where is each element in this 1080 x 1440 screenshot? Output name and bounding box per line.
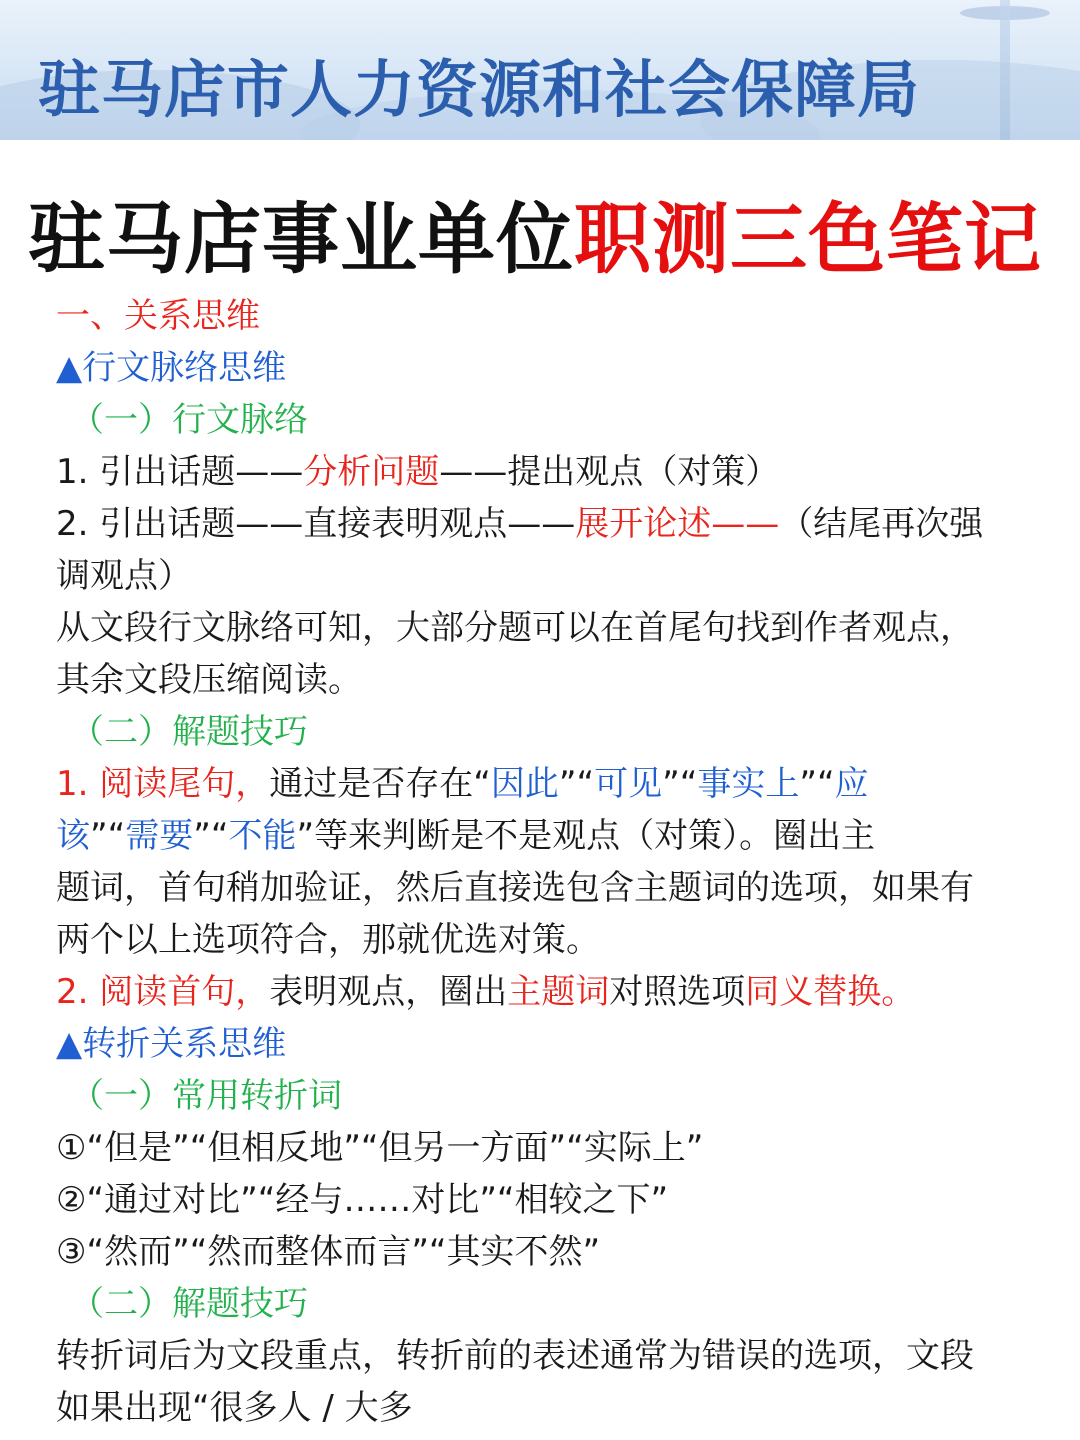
list-item: ③“然而”“然而整体而言”“其实不然” [56, 1232, 601, 1272]
page-title-red: 职测三色笔记 [574, 195, 1042, 285]
text-span: ”等来判断是不是观点（对策）。圈出主 [296, 816, 876, 856]
highlight-blue: 需要 [125, 816, 194, 856]
text-line: 转折词后为文段重点，转折前的表述通常为错误的选项，文段 [56, 1336, 974, 1376]
highlight-red: 同义替换。 [745, 972, 916, 1012]
highlight-blue: 应 [834, 764, 869, 804]
page-title [28, 178, 1042, 289]
highlight-red: 2. 阅读首句， [56, 972, 270, 1012]
text-line [56, 810, 1031, 862]
header-banner [0, 0, 1080, 140]
sub-heading: （一）行文脉络 [70, 400, 308, 440]
text-span: 通过是否存在“ [269, 764, 491, 804]
text-line: 调观点） [56, 556, 192, 596]
subsection-heading: ▲转折关系思维 [56, 1024, 287, 1064]
highlight-red: 分析问题 [303, 452, 440, 492]
sub-heading: （一）常用转折词 [70, 1076, 342, 1116]
text-span: ”“ [193, 816, 229, 856]
text-span: 对照选项 [609, 972, 746, 1012]
text-span: （结尾再次强 [779, 504, 984, 544]
highlight-blue: 不能 [228, 816, 297, 856]
text-line [56, 498, 1031, 550]
text-span: 表明观点，圈出 [269, 972, 508, 1012]
text-line: 其余文段压缩阅读。 [56, 660, 362, 700]
text-line: 从文段行文脉络可知，大部分题可以在首尾句找到作者观点， [56, 608, 974, 648]
text-line: 题词，首句稍加验证，然后直接选包含主题词的选项，如果有 [56, 868, 974, 908]
list-item: ②“通过对比”“经与……对比”“相较之下” [56, 1180, 669, 1220]
text-line: 两个以上选项符合，那就优选对策。 [56, 920, 600, 960]
highlight-blue: 事实上 [697, 764, 800, 804]
section-heading: 一、关系思维 [56, 296, 260, 336]
text-span: 2. 引出话题——直接表明观点—— [56, 504, 576, 544]
list-item: ①“但是”“但相反地”“但另一方面”“实际上” [56, 1128, 704, 1168]
text-span: ”“ [558, 764, 595, 804]
highlight-blue: 因此 [490, 764, 559, 804]
highlight-red: 1. 阅读尾句， [56, 764, 270, 804]
subsection-heading: ▲行文脉络思维 [56, 348, 287, 388]
notes-content [56, 290, 1031, 1434]
text-span: 1. 引出话题—— [56, 452, 304, 492]
text-span: ”“ [799, 764, 835, 804]
sub-heading: （二）解题技巧 [70, 1284, 308, 1324]
page-title-black: 驻马店事业单位 [28, 195, 574, 285]
banner-title: 驻马店市人力资源和社会保障局 [38, 53, 921, 126]
text-line: 如果出现“很多人 / 大多 [56, 1388, 413, 1428]
text-line [56, 966, 1031, 1018]
text-line [56, 446, 1031, 498]
text-span: ”“ [90, 816, 126, 856]
highlight-blue: 该 [56, 816, 90, 856]
sub-heading: （二）解题技巧 [70, 712, 308, 752]
text-span: ”“ [662, 764, 698, 804]
highlight-red: 主题词 [507, 972, 610, 1012]
highlight-blue: 可见 [594, 764, 663, 804]
highlight-red: 展开论述—— [575, 504, 780, 544]
text-span: ——提出观点（对策） [439, 452, 780, 492]
banner-tower-decoration [1000, 0, 1010, 140]
text-line [56, 758, 1031, 810]
